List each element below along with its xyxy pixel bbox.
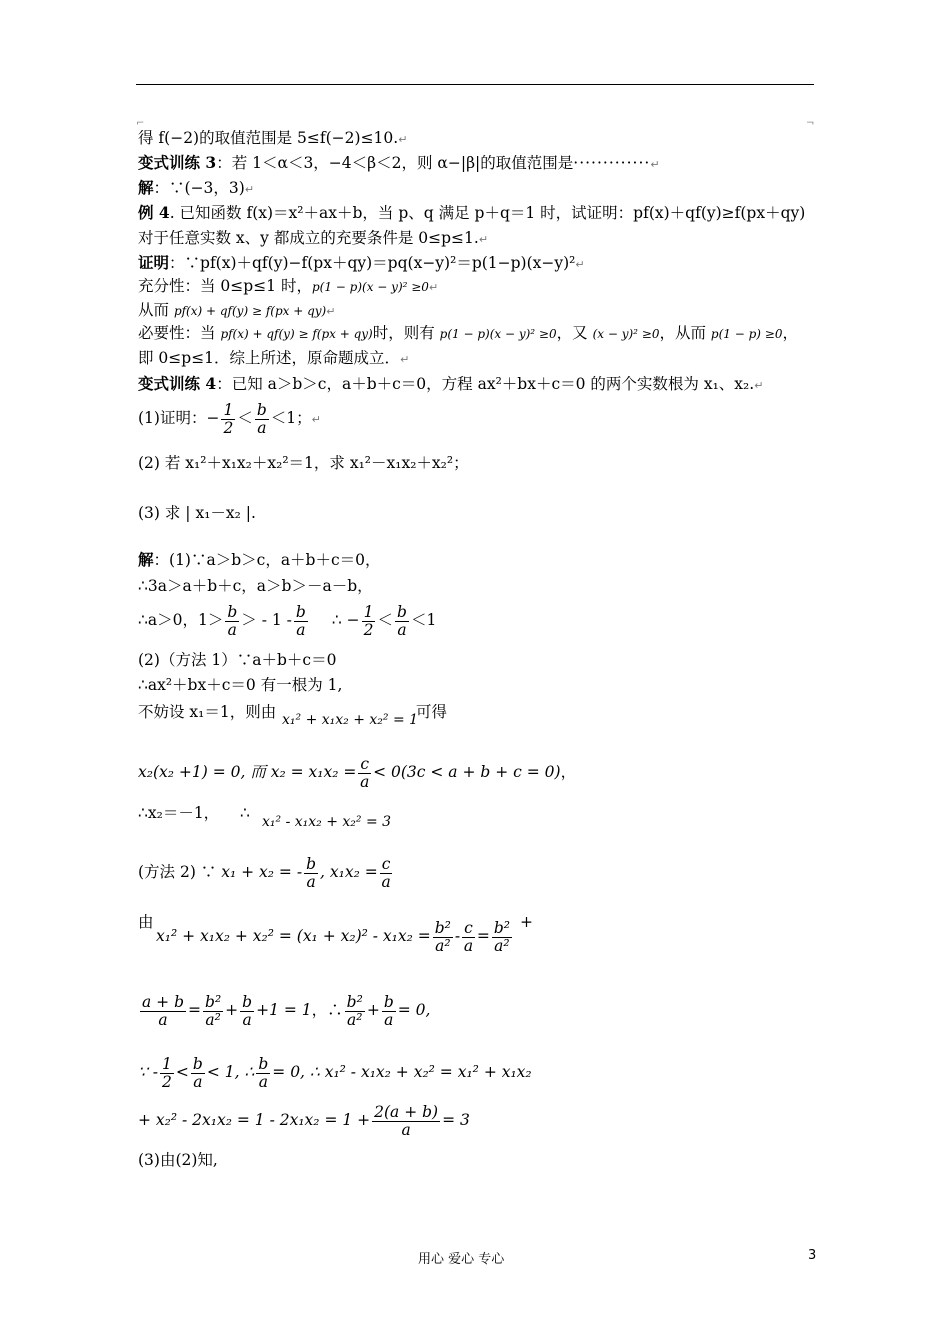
page-number: 3 — [808, 1248, 817, 1263]
fraction: $\frac{2(a + b)}{a}$ — [374, 1102, 439, 1139]
text-line: ∴3a＞a＋b＋c，a＞b＞－a－b， — [138, 577, 373, 595]
fraction: $\frac{b}{a}$ — [258, 1054, 269, 1091]
method-1-line: (2)（方法 1）∵a＋b＋c＝0 — [138, 651, 337, 669]
header-rule — [136, 84, 814, 85]
text-line: (3)由(2)知, — [138, 1151, 218, 1169]
solution-line: 解：∵(−3，3)↵ — [138, 178, 255, 197]
example-4-line: 例 4. 已知函数 f(x)＝x²＋ax＋b，当 p、q 满足 p＋q＝1 时，试证明：pf(x)＋qf(y)≥f(px＋qy) — [138, 203, 806, 222]
text-line: 即 0≤p≤1．综上所述，原命题成立．↵ — [138, 349, 410, 367]
fraction: $\frac{1}{2}$ — [363, 602, 374, 639]
part-1-line: (1)证明：− $\frac{1}{2}$ ＜ $\frac{b}{a}$ ＜1；↵ — [138, 400, 321, 437]
exercise-4-line: 变式训练 4：已知 a＞b＞c，a＋b＋c＝0，方程 ax²＋bx＋c＝0 的两个实数根为 x₁、x₂.↵ — [138, 374, 764, 393]
fraction: $\frac{c}{a}$ — [381, 854, 391, 891]
fraction: $\frac{a + b}{a}$ — [142, 992, 185, 1029]
fraction: $\frac{c}{a}$ — [463, 918, 474, 955]
equation: x₁² + x₁x₂ + x₂² = 1 — [282, 712, 419, 728]
fraction: $\frac{\text{b²}}{\text{a²}}$ — [346, 992, 363, 1029]
fraction: $\frac{b}{a}$ — [397, 602, 407, 639]
sufficiency-line: 充分性：当 0≤p≤1 时，p(1 − p)(x − y)² ≥0↵ — [138, 277, 439, 295]
plus-sign: + — [520, 913, 533, 931]
part-3-line: (3) 求 | x₁－x₂ |. — [138, 504, 256, 522]
footer-text: 用心 爱心 专心 — [418, 1252, 505, 1267]
fraction: $\frac{\text{b²}}{\text{a²}}$ — [205, 992, 222, 1029]
exercise-3-line: 变式训练 3：若 1＜α＜3，−4＜β＜2，则 α−|β|的取值范围是·············↵ — [138, 153, 660, 172]
equation-line: $\frac{a + b}{a}$ = $\frac{\text{b²}}{\text{a²}}$ + $\frac{b}{a}$ +1 = 1，∴ $\frac{\text{b²}}{\text{a²}}$ + $\frac{b}{a}$ = 0, — [142, 992, 431, 1029]
fraction: $\frac{b}{a}$ — [192, 1054, 203, 1091]
solution-line: 解：(1)∵a＞b＞c，a＋b＋c＝0， — [138, 550, 381, 569]
text-line: 不妨设 x₁＝1，则由 — [138, 703, 277, 721]
inequality-line: ∴a＞0，1＞ $\frac{b}{a}$ ＞ - 1 - $\frac{b}{a}$ ∴ − $\frac{1}{2}$ ＜ $\frac{b}{a}$ ＜1 — [138, 602, 437, 639]
fraction: $\frac{b}{a}$ — [306, 854, 317, 891]
therefore-symbol: ∴ — [240, 804, 250, 822]
text-line: ∴ax²＋bx＋c＝0 有一根为 1, — [138, 676, 343, 694]
corner-mark-right: ¬ — [806, 118, 815, 129]
text-line: 可得 — [416, 703, 448, 721]
equation-line: x₂(x₂ +1) = 0, 而 x₂ = x₁x₂ = $\frac{c}{a}$ < 0(3c < a + b + c = 0)， — [138, 754, 577, 791]
fraction: $\frac{c}{a}$ — [360, 754, 370, 791]
fraction: $\frac{b}{a}$ — [256, 400, 267, 437]
fraction: $\frac{b}{a}$ — [227, 602, 238, 639]
text-line: 得 f(−2)的取值范围是 5≤f(−2)≤10.↵ — [138, 129, 408, 147]
text-line: 由 — [138, 913, 154, 931]
fraction: $\frac{b}{a}$ — [383, 992, 394, 1029]
text-line: 对于任意实数 x、y 都成立的充要条件是 0≤p≤1.↵ — [138, 229, 489, 247]
text-line: 从而 pf(x) + qf(y) ≥ f(px + qy)↵ — [138, 301, 336, 319]
proof-line: 证明：∵pf(x)＋qf(y)−f(px＋qy)＝pq(x−y)²＝p(1−p)(x−y)²↵ — [138, 253, 585, 272]
part-2-line: (2) 若 x₁²＋x₁x₂＋x₂²＝1，求 x₁²－x₁x₂＋x₂²； — [138, 454, 469, 472]
fraction: $\frac{\text{b²}}{\text{a²}}$ — [434, 918, 451, 955]
fraction: $\frac{b}{a}$ — [295, 602, 306, 639]
result-line: ∴x₂＝－1， — [138, 804, 220, 822]
equation-line: x₁² + x₁x₂ + x₂² = (x₁ + x₂)² - x₁x₂ = $\frac{\text{b²}}{\text{a²}}$ - $\frac{c}{a}$ = $\frac{\text{b²}}{\text{a²}}$ — [156, 918, 510, 955]
equation-line: + x₂² - 2x₁x₂ = 1 - 2x₁x₂ = 1 + $\frac{2(a + b)}{a}$ = 3 — [138, 1102, 470, 1139]
fraction: $\frac{b}{a}$ — [242, 992, 253, 1029]
fraction: $\frac{1}{2}$ — [223, 400, 234, 437]
method-2-line: (方法 2) ∵ x₁ + x₂ = - $\frac{b}{a}$ , x₁x₂ = $\frac{c}{a}$ — [138, 854, 391, 891]
fraction: $\frac{1}{2}$ — [162, 1054, 172, 1091]
equation: x₁² - x₁x₂ + x₂² = 3 — [262, 814, 392, 830]
answer-blank: ············· — [573, 154, 651, 172]
equation-line: ∵ - $\frac{1}{2}$ < $\frac{b}{a}$ < 1, ∴ $\frac{b}{a}$ = 0, ∴ x₁² - x₁x₂ + x₂² = x₁² + x₁x₂ — [138, 1054, 532, 1091]
fraction: $\frac{\text{b²}}{\text{a²}}$ — [493, 918, 510, 955]
necessity-line: 必要性：当 pf(x) + qf(y) ≥ f(px + qy)时，则有 p(1 − p)(x − y)² ≥0，又 (x − y)² ≥0，从而 p(1 − p) ≥0， — [138, 324, 798, 342]
corner-mark-left: ⌐ — [136, 118, 145, 129]
